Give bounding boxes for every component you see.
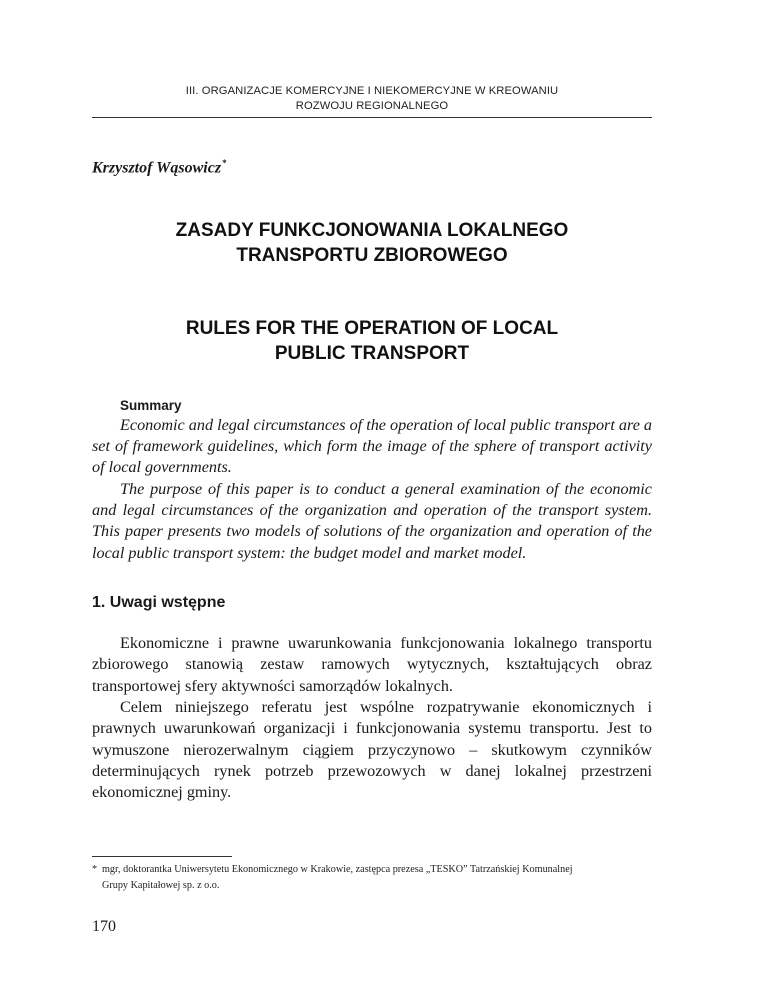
- title-english: [92, 316, 652, 366]
- footnote-rule: [92, 856, 232, 857]
- footnote-mark: *: [92, 864, 98, 875]
- title-polish-line2: TRANSPORTU ZBIOROWEGO: [236, 245, 508, 266]
- section-heading: 1. Uwagi wstępne: [92, 594, 226, 611]
- running-head-line1: III. ORGANIZACJE KOMERCYJNE I NIEKOMERCYJNE W KREOWANIU: [185, 85, 559, 97]
- summary-paragraph-2-text: The purpose of this paper is to conduct a general examination of the economic and legal circumstances of the organization and operation of the transport system. This paper presents two models of solutions of the organization and operation of the local public transport system: the budget model and market model.: [92, 480, 652, 562]
- footnote: [92, 862, 652, 894]
- running-head-line2: ROZWOJU REGIONALNEGO: [295, 100, 449, 112]
- body-paragraph-1-text: Ekonomiczne i prawne uwarunkowania funkcjonowania lokalnego transportu zbiorowego stanowią zestaw ramowych wytycznych, kształtujących obraz transportowej sfery aktywności samorządów lokalnych.: [92, 634, 652, 695]
- body-paragraph-2: [92, 697, 652, 803]
- summary-paragraph-2: [92, 479, 652, 564]
- page: [92, 0, 652, 994]
- footnote-line1: mgr, doktorantka Uniwersytetu Ekonomicznego w Krakowie, zastępca prezesa „TESKO” Tatrzańskiej Komunalnej: [102, 864, 573, 875]
- running-head: [92, 84, 652, 114]
- title-polish: [92, 218, 652, 268]
- author-footnote-mark: *: [222, 158, 227, 168]
- body-paragraph-2-text: Celem niniejszego referatu jest wspólne rozpatrywanie ekonomicznych i prawnych uwarunkowań organizacji i funkcjonowania systemu transportu. Jest to wymuszone nierozerwalnym ciągiem przyczynowo – skutkowym czynników determinujących rynek potrzeb przewozowych w danej lokalnej przestrzeni ekonomicznej gminy.: [92, 698, 652, 802]
- author-line: [92, 158, 227, 177]
- summary-paragraph-1-text: Economic and legal circumstances of the operation of local public transport are a set of framework guidelines, which form the image of the sphere of transport activity of local governments.: [92, 416, 653, 477]
- summary-paragraph-1: [92, 415, 652, 479]
- footnote-line2: Grupy Kapitałowej sp. z o.o.: [102, 880, 220, 891]
- title-english-line2: PUBLIC TRANSPORT: [274, 343, 470, 364]
- header-rule: [92, 117, 652, 118]
- title-polish-line1: ZASADY FUNKCJONOWANIA LOKALNEGO: [175, 220, 569, 241]
- page-number: 170: [92, 918, 116, 935]
- summary-heading: Summary: [120, 398, 182, 413]
- body-paragraph-1: [92, 633, 652, 697]
- author-name: Krzysztof Wąsowicz: [92, 159, 222, 177]
- title-english-line1: RULES FOR THE OPERATION OF LOCAL: [185, 318, 559, 339]
